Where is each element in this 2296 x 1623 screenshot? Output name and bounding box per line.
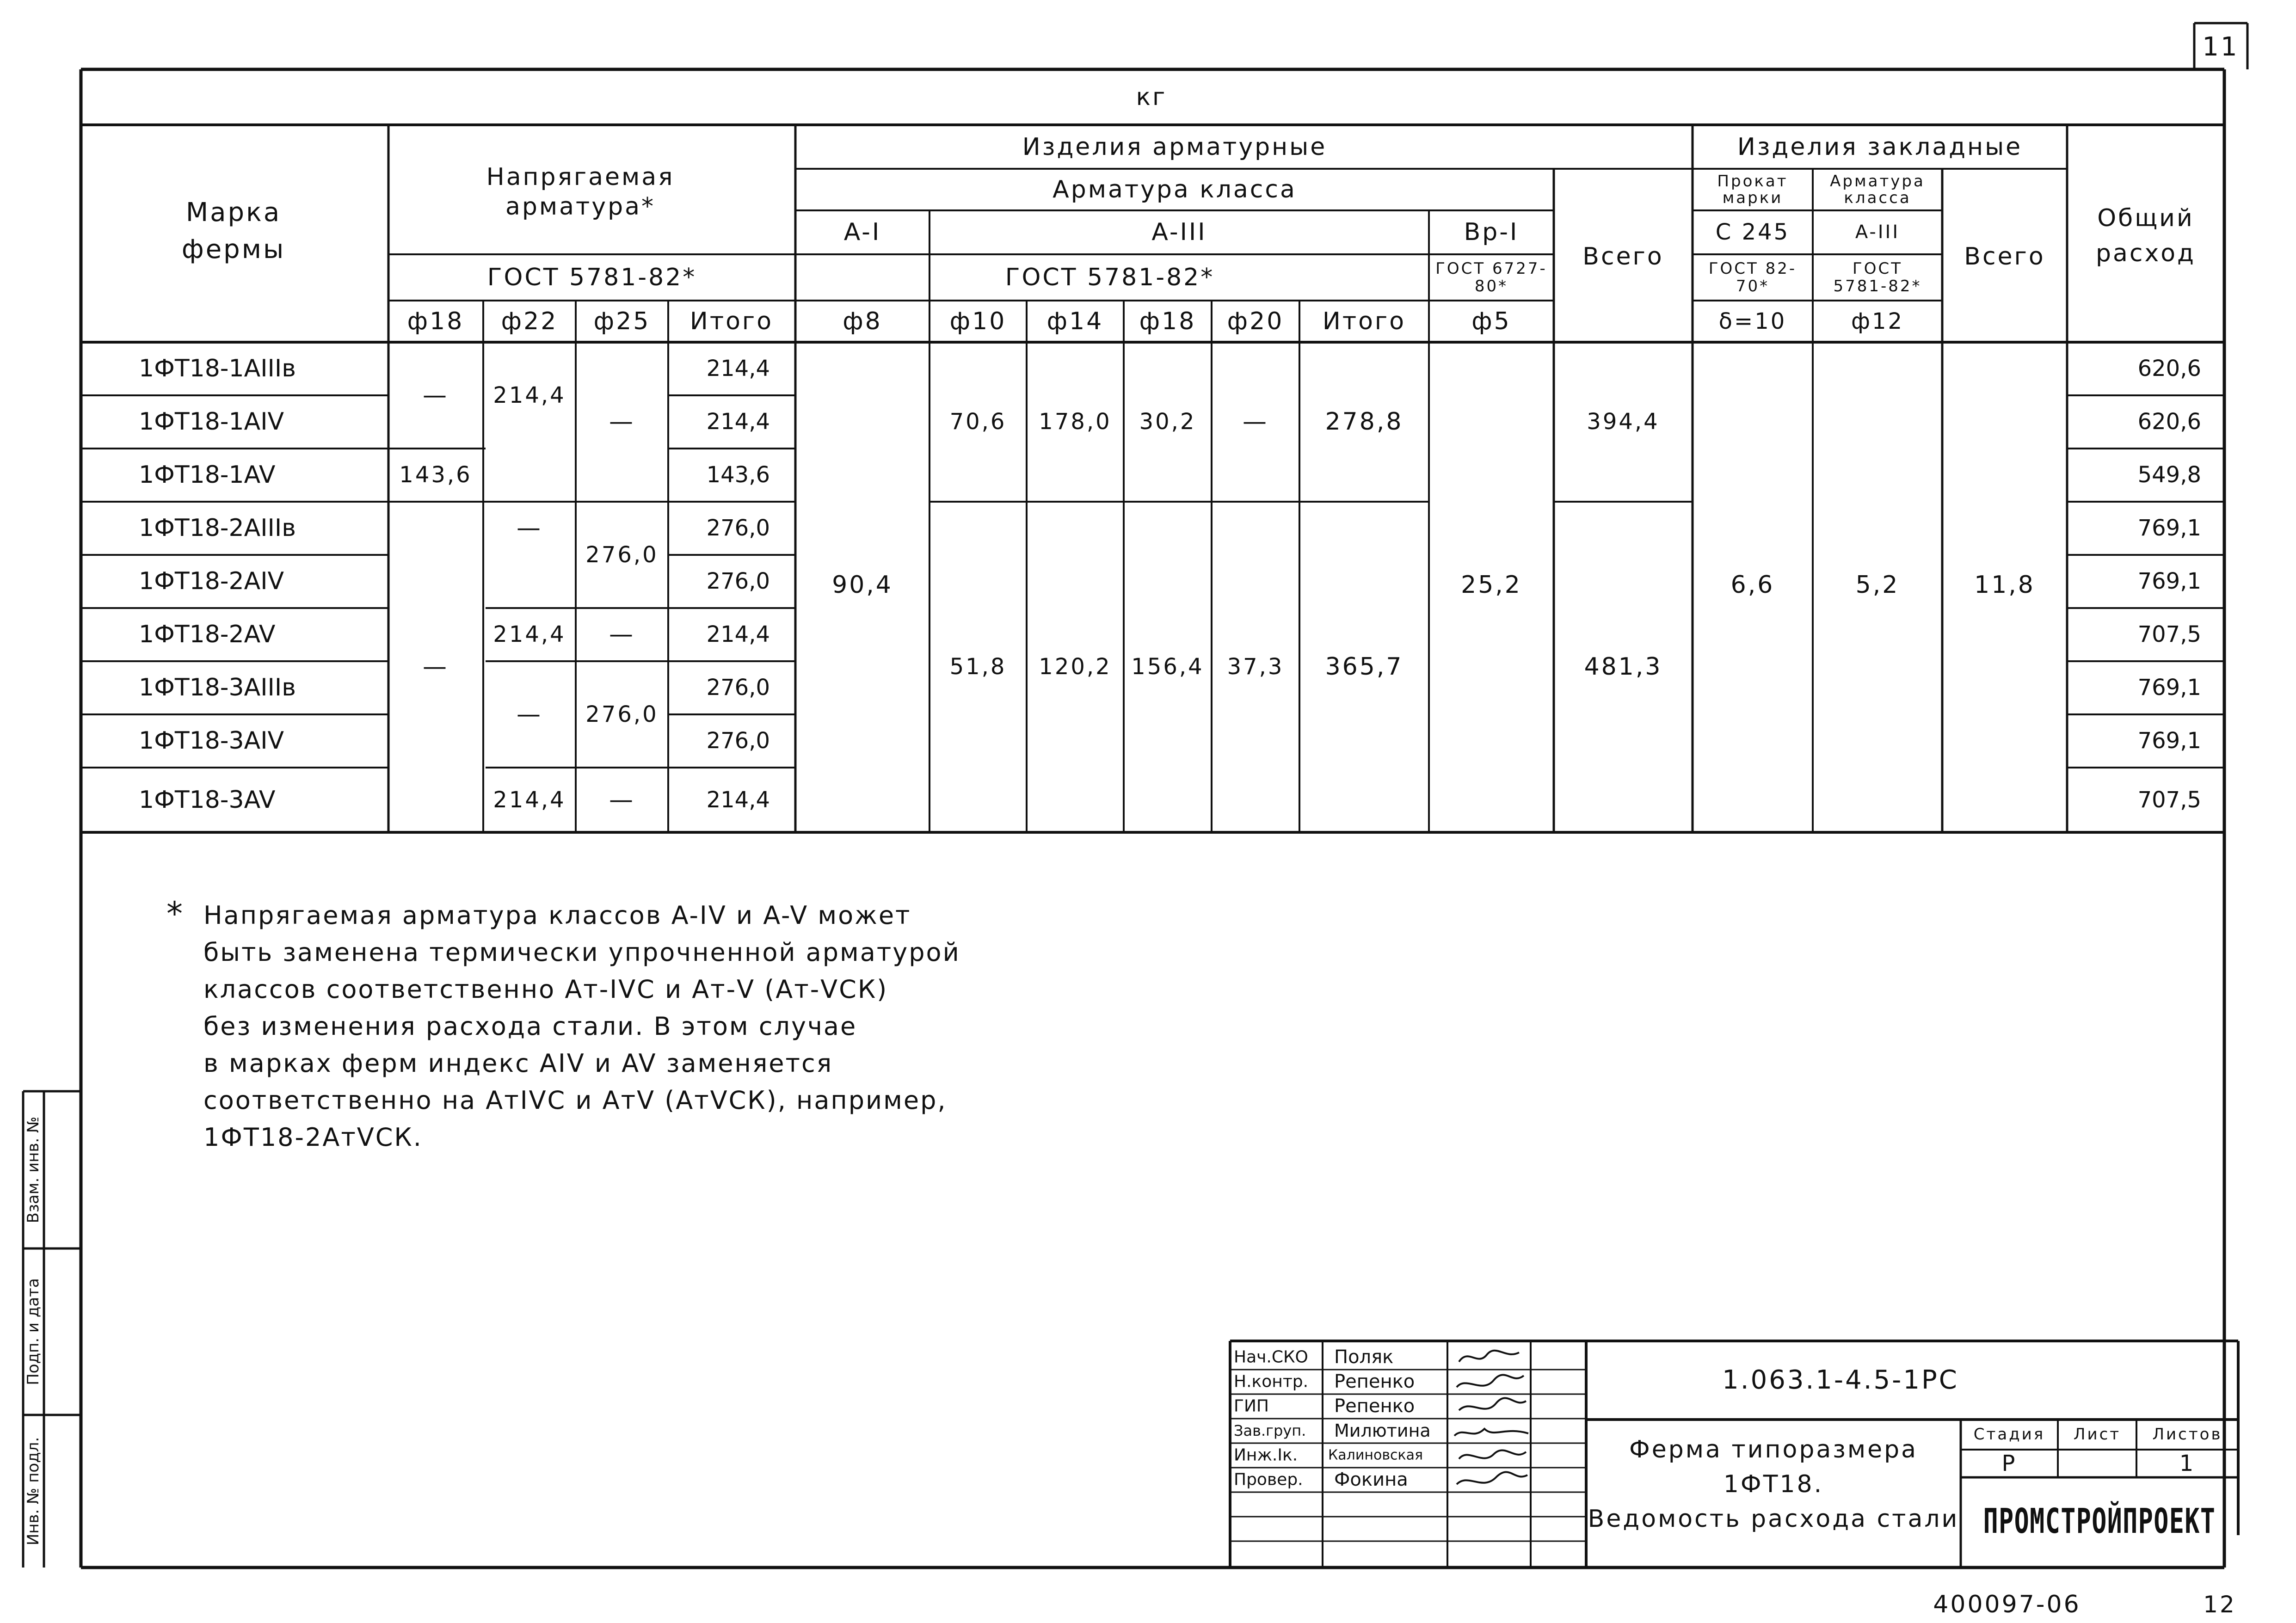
doc-title-line: Ведомость расхода стали [1588, 1505, 1959, 1533]
tb-name: Фокина [1334, 1469, 1408, 1490]
doc-title-line: 1ФТ18. [1723, 1470, 1824, 1498]
side-stamp-vzam-inv: Взам. инв. № [24, 1116, 43, 1223]
gost-emb1: ГОСТ 82-70* [1708, 259, 1797, 295]
cell-total-use: 769,1 [2137, 675, 2201, 701]
col-rebar-products-header: Изделия арматурные [1022, 133, 1327, 161]
note-text [203, 897, 1036, 1156]
cell-d22: — [517, 514, 542, 542]
row-mark: 1ФТ18-3AV [139, 786, 276, 814]
note-line: быть заменена термически упрочненной арматурой [203, 938, 960, 967]
cell-g2-vsego: 481,3 [1584, 653, 1662, 681]
cell-total-use: 707,5 [2137, 621, 2201, 647]
page-number: 12 [2203, 1591, 2236, 1618]
col-total2-header: Всего [1964, 243, 2045, 270]
d-header: ф18 [1139, 307, 1196, 335]
note-line: в марках ферм индекс AIV и AV заменяется [203, 1049, 833, 1078]
cell-itogo: 143,6 [706, 462, 770, 488]
tb-role: Инж.Iк. [1234, 1445, 1298, 1465]
cell-d25: 276,0 [585, 542, 659, 568]
cell-d22: 214,4 [493, 382, 566, 408]
cell-d25: — [609, 408, 635, 436]
cell-emb1: 6,6 [1730, 571, 1775, 599]
cell-d25: 276,0 [585, 701, 659, 727]
cell-total-use: 769,1 [2137, 728, 2201, 754]
d-header: ф22 [501, 307, 558, 335]
col-prestressed-header: Напрягаемая арматура* [486, 163, 675, 221]
d-header: ф5 [1471, 307, 1511, 335]
tb-role: Нач.СКО [1234, 1347, 1308, 1367]
note-line: без изменения расхода стали. В этом случае [203, 1012, 857, 1041]
side-stamp-inv-podl: Инв. № подл. [24, 1437, 43, 1546]
cell-total-use: 707,5 [2137, 787, 2201, 813]
sheets-value: 1 [2179, 1451, 2196, 1476]
tb-role: Зав.груп. [1234, 1422, 1306, 1439]
cell-itogo: 276,0 [706, 568, 770, 594]
cell-g1-itogo: 278,8 [1325, 408, 1403, 436]
cell-vr-d5: 25,2 [1461, 571, 1522, 599]
cell-total-use: 549,8 [2137, 462, 2201, 488]
sheet-label: Лист [2073, 1425, 2121, 1444]
emb-a3: A-III [1855, 221, 1900, 243]
row-mark: 1ФТ18-1AIIIв [139, 355, 296, 382]
emb-rolled: Прокат марки [1717, 172, 1788, 207]
cell-d18: — [423, 381, 449, 409]
cell-g1-d20: — [1243, 408, 1268, 436]
d-header: Итого [1322, 307, 1406, 335]
note-line: соответственно на АтIVС и АтV (АтVСК), например, [203, 1086, 947, 1115]
class-vr1: Вр-I [1464, 218, 1519, 246]
cell-d22: — [517, 701, 542, 728]
cell-d18: — [423, 653, 449, 681]
row-mark: 1ФТ18-2AIIIв [139, 514, 296, 542]
cell-d25: — [609, 621, 635, 648]
tb-name: Калиновская [1328, 1447, 1423, 1463]
cell-itogo: 214,4 [706, 409, 770, 435]
note-line: классов соответственно Ат-IVС и Ат-V (Ат-VСК) [203, 975, 888, 1004]
d-header: Итого [689, 307, 774, 335]
cell-g2-d10: 51,8 [949, 654, 1007, 680]
col-total-header: Всего [1582, 243, 1664, 270]
tb-name: Репенко [1334, 1371, 1415, 1392]
note-line: Напрягаемая арматура классов A-IV и A-V может [203, 901, 911, 930]
unit-label: кг [1136, 83, 1167, 111]
row-mark: 1ФТ18-3AIIIв [139, 674, 296, 701]
tb-name: Поляк [1334, 1346, 1394, 1368]
cell-d22: 214,4 [493, 787, 566, 813]
tb-name: Репенко [1334, 1396, 1415, 1417]
side-stamp-podp-data: Подп. и дата [24, 1278, 43, 1385]
d-header: ф14 [1046, 307, 1104, 335]
stage-label: Стадия [1973, 1425, 2045, 1444]
cell-total-use: 620,6 [2137, 409, 2201, 435]
emb-c245: С 245 [1715, 219, 1790, 245]
emb-delta: δ=10 [1718, 308, 1787, 334]
gost-a3: ГОСТ 5781-82* [1005, 264, 1215, 291]
row-mark: 1ФТ18-2AV [139, 621, 276, 648]
d-header: ф8 [843, 307, 882, 335]
d-header: ф18 [407, 307, 464, 335]
archive-code: 400097-06 [1933, 1591, 2081, 1618]
cell-d18: 143,6 [399, 462, 472, 488]
cell-itogo: 214,4 [706, 356, 770, 381]
col-rebar-class-header: Арматура класса [1053, 176, 1297, 203]
cell-d22: 214,4 [493, 621, 566, 647]
tb-role: Н.контр. [1234, 1372, 1309, 1391]
row-mark: 1ФТ18-3AIV [139, 727, 284, 755]
col-mark-header: Марка фермы [181, 197, 286, 264]
gost-vr: ГОСТ 6727-80* [1435, 259, 1547, 295]
gost-prestressed: ГОСТ 5781-82* [487, 264, 697, 291]
cell-total-use: 620,6 [2137, 356, 2201, 381]
row-mark: 1ФТ18-1AIV [139, 408, 284, 436]
tb-role: ГИП [1234, 1396, 1269, 1416]
signatures [1450, 1343, 1533, 1496]
cell-g1-d14: 178,0 [1039, 409, 1112, 435]
cell-a1-d8: 90,4 [832, 571, 893, 599]
cell-itogo: 276,0 [706, 515, 770, 541]
tb-role: Провер. [1234, 1470, 1303, 1489]
emb-rebar: Арматура класса [1830, 172, 1925, 207]
cell-g2-d18: 156,4 [1131, 654, 1204, 680]
doc-title-line: Ферма типоразмера [1629, 1436, 1918, 1463]
cell-g1-vsego: 394,4 [1587, 409, 1660, 435]
cell-itogo: 276,0 [706, 675, 770, 701]
d-header: ф20 [1227, 307, 1284, 335]
cell-total-use: 769,1 [2137, 515, 2201, 541]
note-line: 1ФТ18-2АтVСК. [203, 1123, 423, 1152]
cell-emb-total: 11,8 [1974, 571, 2035, 599]
cell-g1-d18: 30,2 [1139, 409, 1196, 435]
doc-code: 1.063.1-4.5-1РС [1722, 1365, 1959, 1395]
sheets-label: Листов [2152, 1425, 2222, 1444]
cell-itogo: 276,0 [706, 728, 770, 754]
tb-name: Милютина [1334, 1420, 1431, 1441]
cell-itogo: 214,4 [706, 787, 770, 813]
sheet-number: 11 [2202, 32, 2239, 62]
org-logo: ПРОМСТРОЙПРОЕКТ [1983, 1501, 2216, 1541]
emb-d12: ф12 [1851, 308, 1904, 334]
cell-g2-d14: 120,2 [1039, 654, 1112, 680]
class-a3: A-III [1151, 218, 1207, 246]
d-header: ф10 [949, 307, 1007, 335]
d-header: ф25 [593, 307, 651, 335]
cell-g1-d10: 70,6 [949, 409, 1007, 435]
class-a1: A-I [843, 218, 881, 246]
cell-g2-d20: 37,3 [1227, 654, 1284, 680]
cell-emb2: 5,2 [1855, 571, 1900, 599]
cell-total-use: 769,1 [2137, 568, 2201, 594]
row-mark: 1ФТ18-1AV [139, 461, 276, 489]
gost-emb2: ГОСТ 5781-82* [1833, 259, 1922, 295]
cell-itogo: 214,4 [706, 621, 770, 647]
stage-value: Р [2001, 1451, 2017, 1476]
col-total-use-header: Общий расход [2095, 204, 2196, 267]
cell-g2-itogo: 365,7 [1325, 653, 1403, 681]
note-star: * [166, 895, 183, 933]
row-mark: 1ФТ18-2AIV [139, 567, 284, 595]
cell-d25: — [609, 786, 635, 814]
col-embedded-header: Изделия закладные [1737, 133, 2023, 161]
